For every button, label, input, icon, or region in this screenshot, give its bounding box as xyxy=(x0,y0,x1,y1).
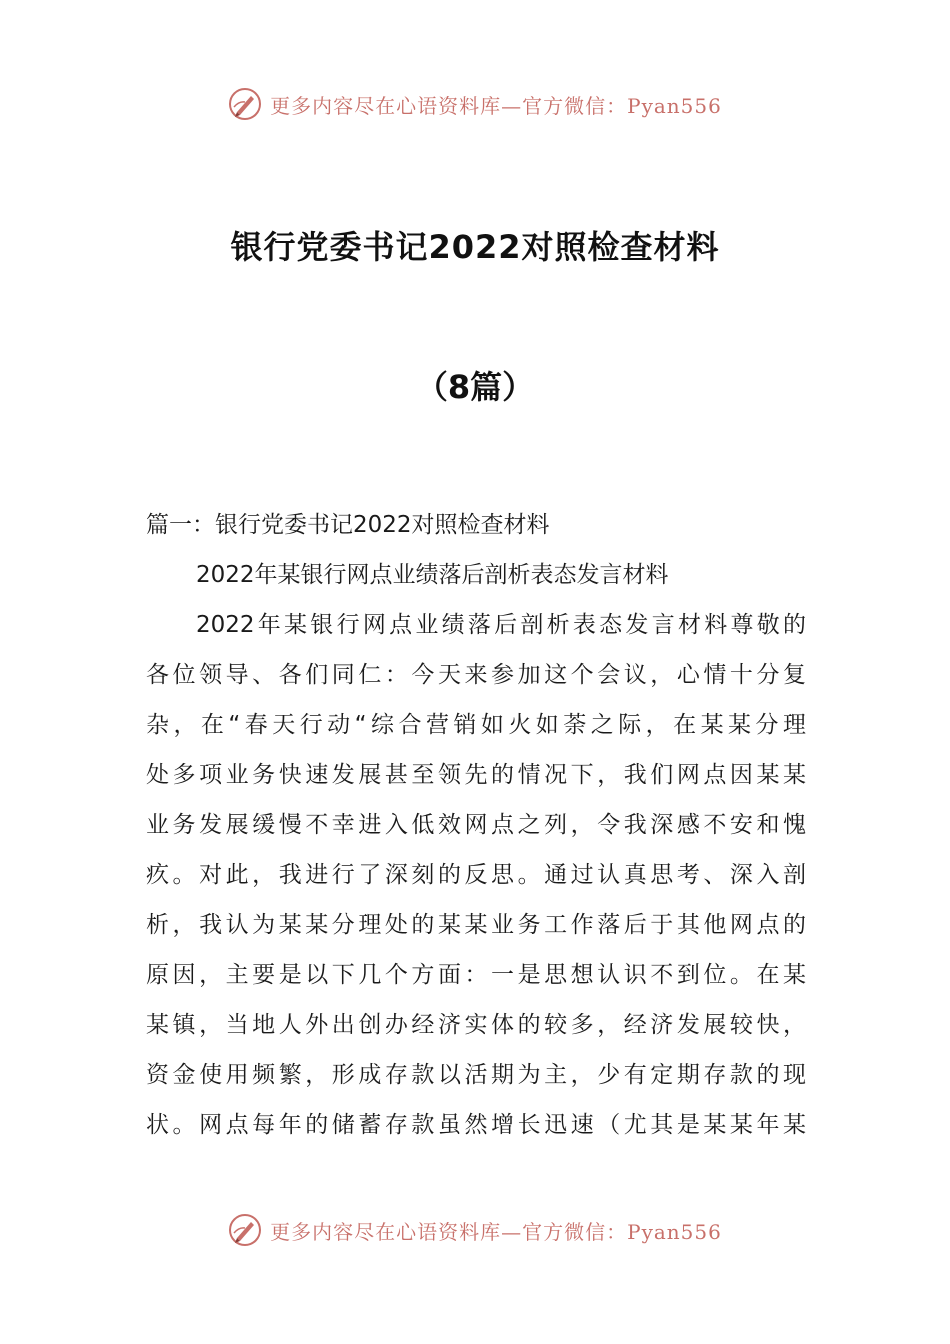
pen-logo-icon xyxy=(228,87,262,121)
article-title: 2022年某银行网点业绩落后剖析表态发言材料 xyxy=(196,562,669,588)
watermark-banner-top xyxy=(0,84,950,124)
paragraph-line: 某镇，当地人外出创办经济实体的较多，经济发展较快， xyxy=(146,1012,806,1038)
paragraph-line: 状。网点每年的储蓄存款虽然增长迅速（尤其是某某年某 xyxy=(146,1112,806,1138)
paragraph-line: 原因，主要是以下几个方面：一是思想认识不到位。在某 xyxy=(146,962,806,988)
paragraph-line: 疚。对此，我进行了深刻的反思。通过认真思考、深入剖 xyxy=(146,862,806,888)
paragraph-line: 处多项业务快速发展甚至领先的情况下，我们网点因某某 xyxy=(146,762,806,788)
paragraph-line: 各位领导、各们同仁：今天来参加这个会议，心情十分复 xyxy=(146,662,806,688)
watermark-text: 更多内容尽在心语资料库—官方微信：Pyan556 xyxy=(270,93,722,118)
document-body xyxy=(146,500,806,1150)
paragraph-line: 析，我认为某某分理处的某某业务工作落后于其他网点的 xyxy=(146,912,806,938)
pen-logo-icon xyxy=(228,1213,262,1247)
paragraph-line: 杂，在“春天行动“综合营销如火如荼之际，在某某分理 xyxy=(146,712,806,738)
watermark-banner-bottom xyxy=(0,1210,950,1250)
paragraph-line: 资金使用频繁，形成存款以活期为主，少有定期存款的现 xyxy=(146,1062,806,1088)
document-title: 银行党委书记2022对照检查材料 xyxy=(230,228,720,266)
paragraph-line: 业务发展缓慢不幸进入低效网点之列，令我深感不安和愧 xyxy=(146,812,806,838)
document-subtitle: （8篇） xyxy=(415,368,535,406)
watermark-text: 更多内容尽在心语资料库—官方微信：Pyan556 xyxy=(270,1219,722,1244)
section-heading: 篇一：银行党委书记2022对照检查材料 xyxy=(146,512,550,538)
paragraph-line: 2022年某银行网点业绩落后剖析表态发言材料尊敬的 xyxy=(196,612,806,638)
